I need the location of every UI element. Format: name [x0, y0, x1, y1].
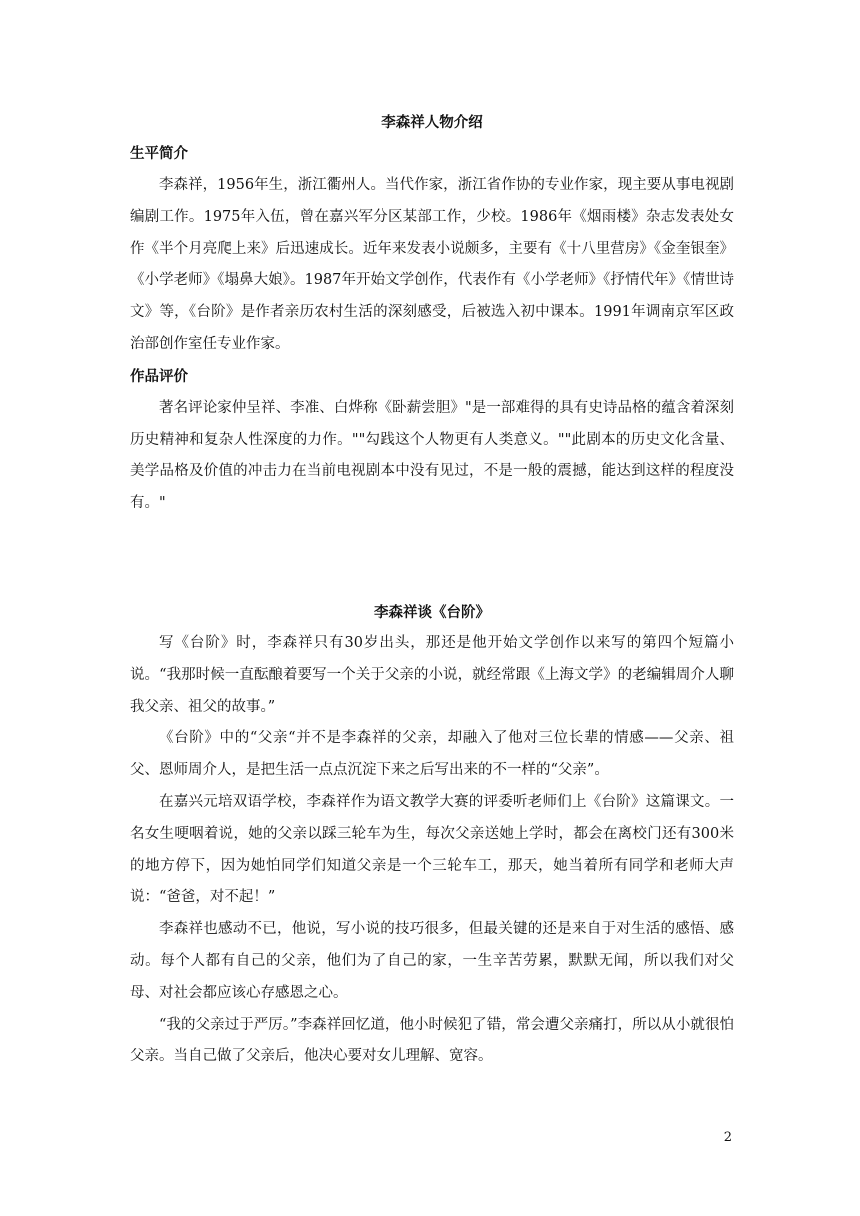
- intro-title: 李森祥人物介绍: [381, 115, 483, 131]
- talk-title: 李森祥谈《台阶》: [374, 604, 490, 621]
- talk-paragraph-4: 李森祥也感动不已，他说，写小说的技巧很多，但最关键的还是来自于对生活的感悟、感动。每个人都有自己的父亲，他们为了自己的家，一生辛苦劳累，默默无闻，所以我们对父母、对社会都应该心存感恩之心。: [130, 921, 734, 1001]
- biography-heading: 生平简介: [130, 146, 188, 162]
- talk-paragraph-2: 《台阶》中的“父亲“并不是李森祥的父亲，却融入了他对三位长辈的情感——父亲、祖父、恩师周介人，是把生活一点点沉淀下来之后写出来的不一样的“父亲”。: [130, 730, 734, 779]
- page-number: 2: [723, 1130, 732, 1145]
- review-heading: 作品评价: [130, 368, 188, 385]
- section-spacer: [130, 520, 734, 598]
- review-paragraph: 著名评论家仲呈祥、李准、白烨称《卧薪尝胆》"是一部难得的具有史诗品格的蕴含着深刻历史精神和复杂人性深度的力作。""勾践这个人物更有人类意义。""此剧本的历史文化含量、美学品格及价值的冲击力在当前电视剧本中没有见过，不是一般的震撼，能达到这样的程度没有。": [130, 399, 734, 512]
- talk-paragraph-5: “我的父亲过于严厉。”李森祥回忆道，他小时候犯了错，常会遭父亲痛打，所以从小就很怕父亲。当自己做了父亲后，他决心要对女儿理解、宽容。: [130, 1016, 734, 1065]
- talk-paragraph-1: 写《台阶》时，李森祥只有30岁出头，那还是他开始文学创作以来写的第四个短篇小说。“我那时候一直酝酿着要写一个关于父亲的小说，就经常跟《上海文学》的老编辑周介人聊我父亲、祖父的故事。”: [130, 634, 734, 715]
- talk-paragraph-3: 在嘉兴元培双语学校，李森祥作为语文教学大赛的评委听老师们上《台阶》这篇课文。一名女生哽咽着说，她的父亲以踩三轮车为生，每次父亲送她上学时，都会在离校门还有300米的地方停下，因为她怕同学们知道父亲是一个三轮车工，那天，她当着所有同学和老师大声说：“爸爸，对不起！”: [130, 793, 734, 906]
- biography-paragraph: 李森祥，1956年生，浙江衢州人。当代作家，浙江省作协的专业作家，现主要从事电视剧编剧工作。1975年入伍，曾在嘉兴军分区某部工作，少校。1986年《烟雨楼》杂志发表处女作《半个月亮爬上来》后迅速成长。近年来发表小说颇多，主要有《十八里营房》《金奎银奎》《小学老师》《塌鼻大娘》。1987年开始文学创作，代表作有《小学老师》《抒情代年》《情世诗文》等，《台阶》是作者亲历农村生活的深刻感受，后被选入初中课本。1991年调南京军区政治部创作室任专业作家。: [130, 177, 734, 352]
- page-content: [130, 108, 734, 1073]
